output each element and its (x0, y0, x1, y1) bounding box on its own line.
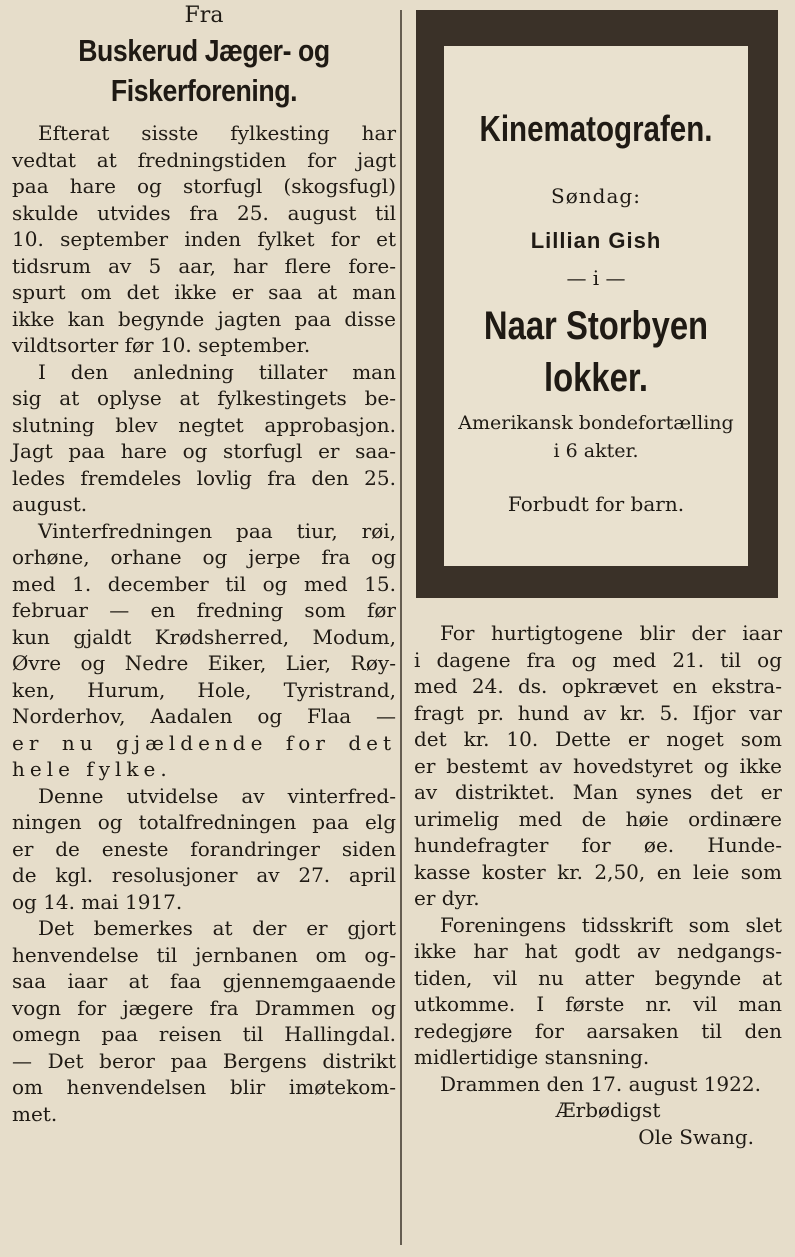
article-line: Øvre og Nedre Eiker, Lier, Røy- (12, 651, 396, 675)
article-line: kun gjaldt Krødsherred, Modum, (12, 624, 396, 649)
article-line: Jagt paa hare og storfugl er saa- (12, 439, 396, 463)
article-line: met. (12, 1101, 58, 1126)
article-line: Norderhov, Aadalen og Flaa — (12, 704, 396, 728)
article-line: paa hare og storfugl (skogsfugl) (12, 174, 396, 198)
letter-line: For hurtigtogene blir der iaar (440, 621, 782, 645)
article-line: Det bemerkes at der er gjort (38, 916, 396, 940)
article-line: Efterat sisste fylkesting har (38, 121, 396, 145)
letter-line: er dyr. (414, 886, 480, 910)
article-body (12, 120, 396, 1127)
ad-title: Kinematografen. (479, 108, 713, 149)
ad-subtitle-line2: i 6 akter. (553, 440, 639, 462)
article-line: orhøne, orhane og jerpe fra og (12, 545, 396, 569)
article-column (12, 0, 396, 1127)
article-line: vildtsorter før 10. september. (12, 333, 311, 357)
article-line: skulde utvides fra 25. august til (12, 200, 396, 225)
cinema-advertisement (416, 10, 778, 598)
letter-line: ikke har hat godt av nedgangs- (414, 939, 782, 963)
article-line: spurt om det ikke er saa at man (12, 280, 396, 304)
article-line: er nu gjældende for det (12, 730, 396, 755)
letter-line: hundefragter for øe. Hunde- (414, 833, 782, 857)
ad-notice: Forbudt for barn. (507, 492, 685, 516)
article-line: de kgl. resolusjoner av 27. april (12, 863, 396, 887)
article-line: tidsrum av 5 aar, har flere fore- (12, 253, 396, 278)
letter-line: i dagene fra og med 21. til og (414, 647, 782, 672)
letter-dateline: Drammen den 17. august 1922. (440, 1071, 761, 1096)
letter-line: av distriktet. Man synes det er (414, 780, 782, 804)
letter-line: kasse koster kr. 2,50, en leie som (414, 859, 782, 884)
letter-line: urimelig med de høie ordinære (414, 806, 782, 831)
article-line: — Det beror paa Bergens distrikt (12, 1048, 396, 1073)
article-line: og 14. mai 1917. (12, 889, 183, 914)
article-headline-line2: Fiskerforening. (110, 73, 298, 108)
letter-line: midlertidige stansning. (414, 1045, 650, 1069)
article-line: 10. september inden fylket for et (12, 227, 396, 251)
letter-signature: Ole Swang. (638, 1124, 754, 1149)
article-headline-line1: Buskerud Jæger- og (78, 33, 330, 68)
article-line: vogn for jægere fra Drammen og (12, 995, 396, 1020)
article-line: ken, Hurum, Hole, Tyristrand, (12, 677, 396, 702)
article-kicker: Fra (184, 3, 224, 28)
ad-subtitle-line1: Amerikansk bondefortælling (458, 412, 734, 434)
letter-line: Foreningens tidsskrift som slet (440, 912, 782, 937)
article-line: slutning blev negtet approbasjon. (12, 412, 396, 437)
letter-line: er bestemt av hovedstyret og ikke (414, 753, 782, 778)
letter-line: med 24. ds. opkrævet en ekstra- (414, 674, 782, 698)
article-line: sig at oplyse at fylkestingets be- (12, 386, 396, 410)
article-line: omegn paa reisen til Hallingdal. (12, 1022, 396, 1046)
letter-continuation (414, 620, 782, 1150)
article-line: Vinterfredningen paa tiur, røi, (38, 518, 396, 543)
article-line: med 1. december til og med 15. (12, 571, 396, 596)
ad-film-title-line1: Naar Storbyen (483, 304, 709, 348)
letter-closing: Ærbødigst (555, 1098, 661, 1122)
letter-line: tiden, vil nu atter begynde at (414, 965, 782, 990)
article-line: februar — en fredning som før (12, 598, 396, 622)
article-line: om henvendelsen blir imøtekom- (12, 1075, 396, 1099)
article-line: I den anledning tillater man (38, 359, 396, 384)
article-line: ikke kan begynde jagten paa disse (12, 306, 396, 331)
ad-connector: — i — (566, 266, 626, 290)
ad-day: Søndag: (551, 184, 641, 208)
article-line: august. (12, 492, 88, 516)
letter-line: fragt pr. hund av kr. 5. Ifjor var (414, 700, 782, 725)
column-divider (400, 10, 402, 1245)
article-line: hele fylke. (12, 757, 172, 781)
article-line: Denne utvidelse av vinterfred- (38, 783, 396, 808)
ad-film-title-line2: lokker. (544, 356, 648, 400)
advertisement-panel (444, 46, 748, 566)
article-line: saa iaar at faa gjennemgaaende (12, 969, 396, 993)
article-line: vedtat at fredningstiden for jagt (12, 147, 396, 172)
article-line: er de eneste forandringer siden (12, 836, 396, 861)
article-line: ledes fremdeles lovlig fra den 25. (12, 465, 396, 490)
article-line: henvendelse til jernbanen om og- (12, 942, 396, 967)
letter-line: redegjøre for aarsaken til den (414, 1018, 782, 1043)
letter-line: det kr. 10. Dette er noget som (414, 727, 782, 751)
article-line: ningen og totalfredningen paa elg (12, 810, 396, 834)
ad-actor: Lillian Gish (530, 228, 662, 253)
letter-line: utkomme. I første nr. vil man (414, 992, 782, 1016)
